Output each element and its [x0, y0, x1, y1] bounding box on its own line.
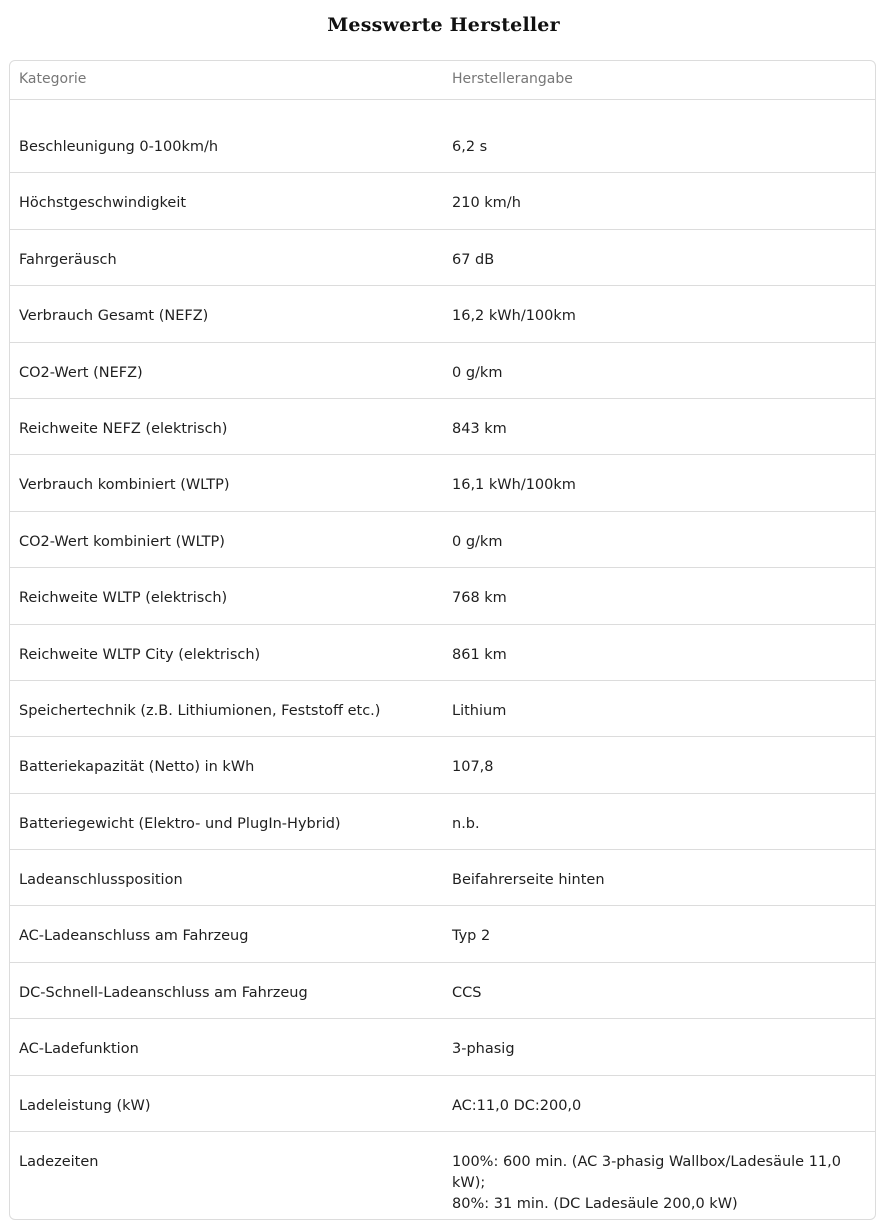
row-value [452, 250, 867, 271]
column-header-herstellerangabe: Herstellerangabe [452, 71, 573, 87]
row-value [452, 926, 867, 947]
table-row [10, 906, 875, 962]
row-value [452, 870, 867, 891]
value-line: 107,8 [452, 759, 494, 776]
table-header [10, 61, 875, 100]
row-value [452, 193, 867, 214]
row-value [452, 306, 867, 327]
table-body [10, 117, 875, 1212]
table-row [10, 399, 875, 455]
value-line: 16,2 kWh/100km [452, 308, 576, 325]
value-line: 0 g/km [452, 533, 503, 550]
page-title: Messwerte Hersteller [327, 14, 560, 36]
value-line: 100%: 600 min. (AC 3-phasig Wallbox/Ladesäule 11,0 kW); [452, 1154, 841, 1192]
row-label: DC-Schnell-Ladeanschluss am Fahrzeug [19, 984, 308, 1001]
row-label: Beschleunigung 0-100km/h [19, 139, 219, 155]
row-label: Reichweite WLTP (elektrisch) [19, 590, 228, 607]
value-line: 67 dB [452, 251, 495, 268]
row-value [452, 701, 867, 722]
value-line: 768 km [452, 590, 507, 607]
value-line: 80%: 31 min. (DC Ladesäule 200,0 kW) [452, 1196, 738, 1213]
row-value [452, 475, 867, 496]
row-value [452, 532, 867, 553]
table-row [10, 455, 875, 511]
value-line: 16,1 kWh/100km [452, 477, 576, 494]
table-row [10, 1076, 875, 1132]
table-row [10, 173, 875, 229]
row-label: Ladeanschlussposition [19, 872, 183, 889]
table-row [10, 625, 875, 681]
value-line: Typ 2 [452, 928, 491, 945]
table-row [10, 737, 875, 793]
table-row [10, 343, 875, 399]
table-row [10, 568, 875, 624]
row-label: Speichertechnik (z.B. Lithiumionen, Feststoff etc.) [19, 702, 381, 719]
value-line: Lithium [452, 702, 507, 719]
table-row [10, 794, 875, 850]
table-row [10, 850, 875, 906]
value-line: AC:11,0 DC:200,0 [452, 1097, 582, 1114]
row-value [452, 1039, 867, 1060]
row-label: Reichweite NEFZ (elektrisch) [19, 420, 228, 437]
row-value [452, 1096, 867, 1117]
specs-table [9, 60, 876, 1220]
table-row [10, 286, 875, 342]
row-label: Batteriekapazität (Netto) in kWh [19, 759, 255, 776]
row-value [452, 588, 867, 609]
table-row [10, 512, 875, 568]
row-label: CO2-Wert kombiniert (WLTP) [19, 533, 225, 550]
row-value [452, 419, 867, 440]
row-value [452, 363, 867, 384]
column-header-kategorie: Kategorie [19, 71, 87, 87]
row-label: AC-Ladefunktion [19, 1041, 139, 1058]
row-value [452, 1152, 867, 1215]
table-row [10, 117, 875, 173]
table-row [10, 1132, 875, 1212]
row-label: Fahrgeräusch [19, 251, 117, 268]
row-label: Ladezeiten [19, 1154, 99, 1171]
row-value [452, 814, 867, 835]
row-value [452, 983, 867, 1004]
row-value [452, 645, 867, 666]
row-label: Verbrauch kombiniert (WLTP) [19, 477, 230, 494]
value-line: 210 km/h [452, 195, 521, 212]
table-row [10, 230, 875, 286]
row-value [452, 757, 867, 778]
row-label: AC-Ladeanschluss am Fahrzeug [19, 928, 249, 945]
value-line: Beifahrerseite hinten [452, 872, 605, 889]
row-label: Ladeleistung (kW) [19, 1097, 151, 1114]
table-row [10, 681, 875, 737]
value-line: 6,2 s [452, 139, 488, 155]
row-label: Verbrauch Gesamt (NEFZ) [19, 308, 209, 325]
value-line: 861 km [452, 646, 507, 663]
table-row [10, 963, 875, 1019]
value-line: 3-phasig [452, 1041, 515, 1058]
row-label: Batteriegewicht (Elektro- und PlugIn-Hybrid) [19, 815, 341, 832]
value-line: 0 g/km [452, 364, 503, 381]
row-label: CO2-Wert (NEFZ) [19, 364, 143, 381]
row-value [452, 137, 867, 158]
value-line: CCS [452, 984, 482, 1001]
value-line: n.b. [452, 815, 480, 832]
row-label: Höchstgeschwindigkeit [19, 195, 187, 212]
row-label: Reichweite WLTP City (elektrisch) [19, 646, 261, 663]
value-line: 843 km [452, 420, 507, 437]
table-row [10, 1019, 875, 1075]
